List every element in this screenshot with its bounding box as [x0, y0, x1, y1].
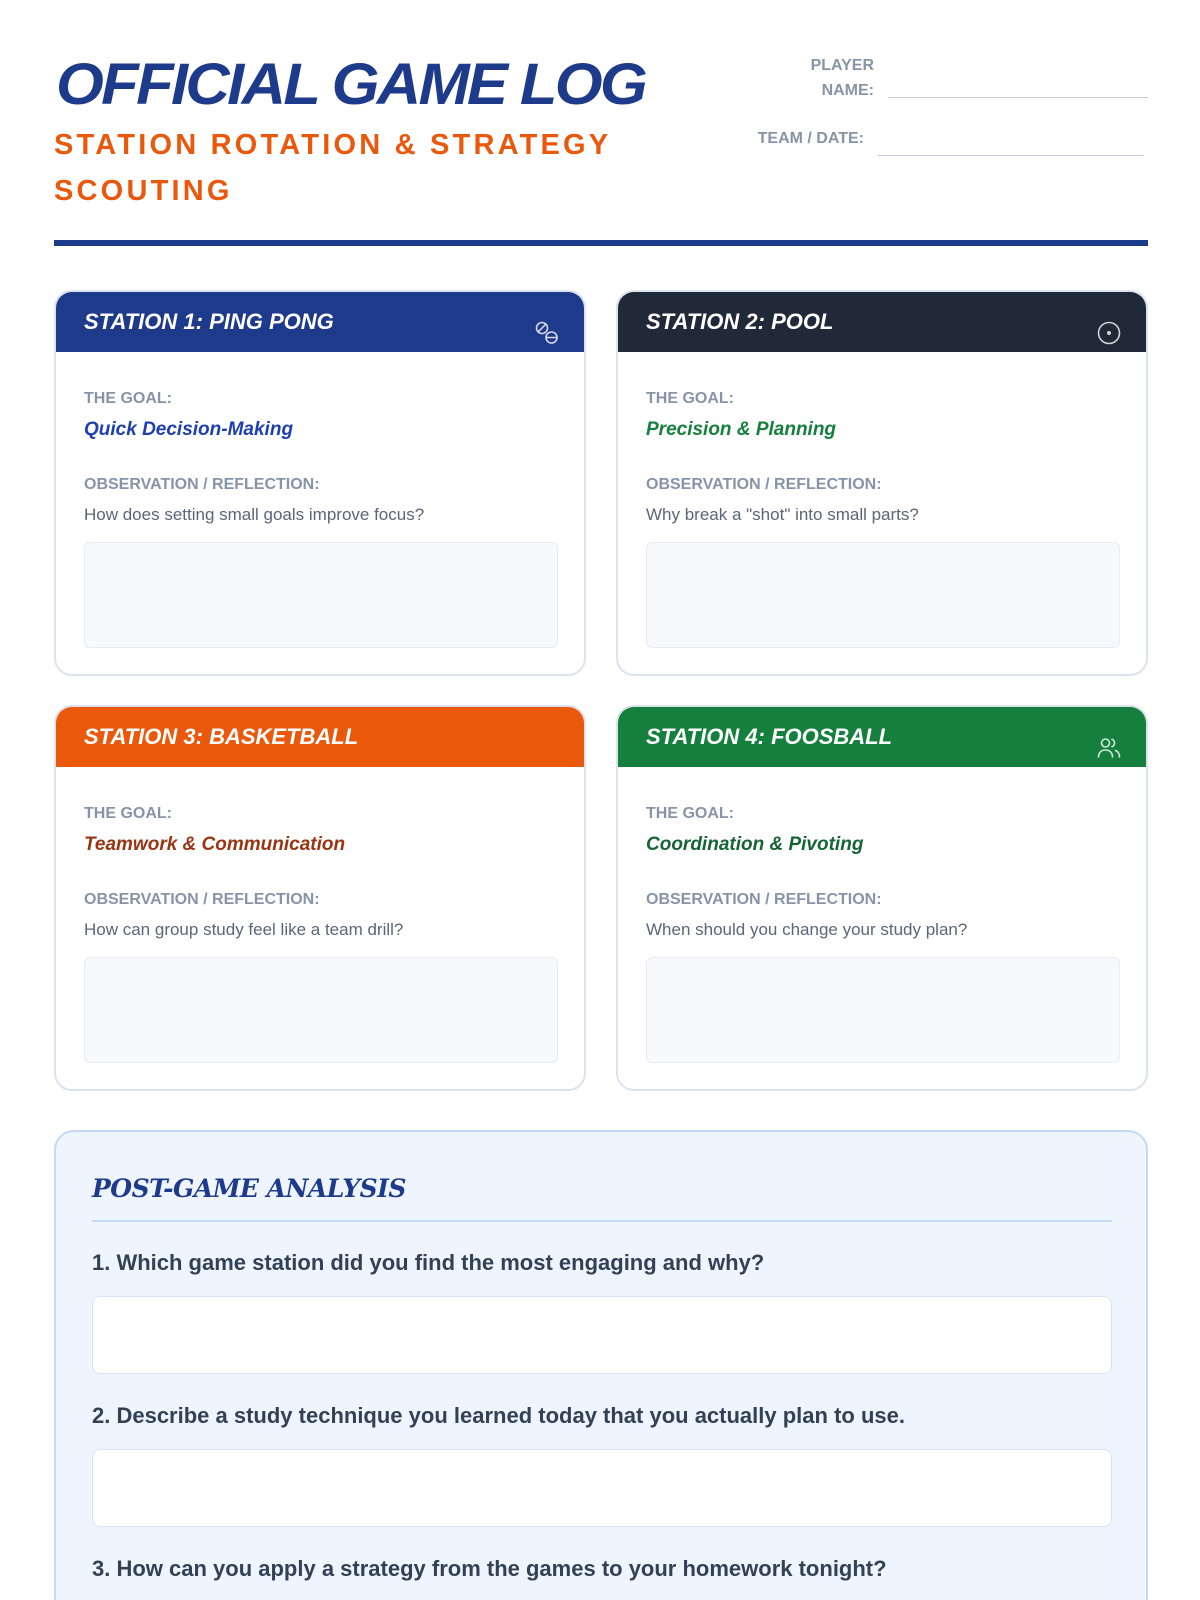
player-name-label-line2: NAME: — [821, 82, 874, 99]
team-date-field[interactable] — [878, 155, 1144, 156]
analysis-title: POST-GAME ANALYSIS — [92, 1174, 406, 1203]
users-icon — [1096, 724, 1122, 750]
station-title: STATION 3: BASKETBALL — [84, 724, 359, 749]
observation-question: How does setting small goals improve focus? — [84, 505, 425, 524]
observation-question: How can group study feel like a team drill? — [84, 920, 404, 939]
station-title: STATION 1: PING PONG — [84, 309, 334, 334]
analysis-divider — [92, 1220, 1112, 1222]
post-game-analysis-section — [54, 1130, 1148, 1600]
station-header — [618, 292, 1146, 352]
target-icon — [1096, 309, 1122, 335]
station-card-foosball — [616, 705, 1148, 1091]
observation-question: Why break a "shot" into small parts? — [646, 505, 919, 524]
observation-answer-box[interactable] — [84, 542, 558, 648]
station-header — [56, 707, 584, 767]
player-name-label — [760, 53, 874, 103]
station-header — [56, 292, 584, 352]
player-name-label-line1: PLAYER — [810, 57, 874, 74]
goal-label: THE GOAL: — [646, 805, 734, 822]
station-header — [618, 707, 1146, 767]
observation-label: OBSERVATION / REFLECTION: — [84, 891, 320, 908]
station-card-pool — [616, 290, 1148, 676]
goal-value: Precision & Planning — [646, 419, 837, 440]
player-name-field[interactable] — [888, 97, 1148, 98]
observation-answer-box[interactable] — [646, 957, 1120, 1063]
goal-value: Coordination & Pivoting — [646, 834, 864, 855]
station-card-ping-pong — [54, 290, 586, 676]
page-title: OFFICIAL GAME LOG — [56, 52, 646, 117]
analysis-answer-box-1[interactable] — [92, 1296, 1112, 1374]
observation-label: OBSERVATION / REFLECTION: — [646, 476, 882, 493]
analysis-question-1: 1. Which game station did you find the most engaging and why? — [92, 1250, 765, 1275]
goal-label: THE GOAL: — [84, 390, 172, 407]
analysis-answer-box-2[interactable] — [92, 1449, 1112, 1527]
page-subtitle: STATION ROTATION & STRATEGY SCOUTING — [54, 129, 611, 207]
station-title: STATION 2: POOL — [646, 309, 834, 334]
station-title: STATION 4: FOOSBALL — [646, 724, 893, 749]
ping-pong-icon — [534, 309, 560, 335]
goal-label: THE GOAL: — [646, 390, 734, 407]
observation-label: OBSERVATION / REFLECTION: — [84, 476, 320, 493]
header-divider — [54, 240, 1148, 246]
observation-answer-box[interactable] — [84, 957, 558, 1063]
analysis-question-3: 3. How can you apply a strategy from the games to your homework tonight? — [92, 1556, 887, 1581]
observation-answer-box[interactable] — [646, 542, 1120, 648]
station-card-basketball — [54, 705, 586, 1091]
goal-label: THE GOAL: — [84, 805, 172, 822]
goal-value: Teamwork & Communication — [84, 834, 346, 855]
observation-label: OBSERVATION / REFLECTION: — [646, 891, 882, 908]
observation-question: When should you change your study plan? — [646, 920, 968, 939]
goal-value: Quick Decision-Making — [84, 419, 294, 440]
team-date-label: TEAM / DATE: — [757, 130, 864, 147]
analysis-question-2: 2. Describe a study technique you learned today that you actually plan to use. — [92, 1403, 905, 1428]
